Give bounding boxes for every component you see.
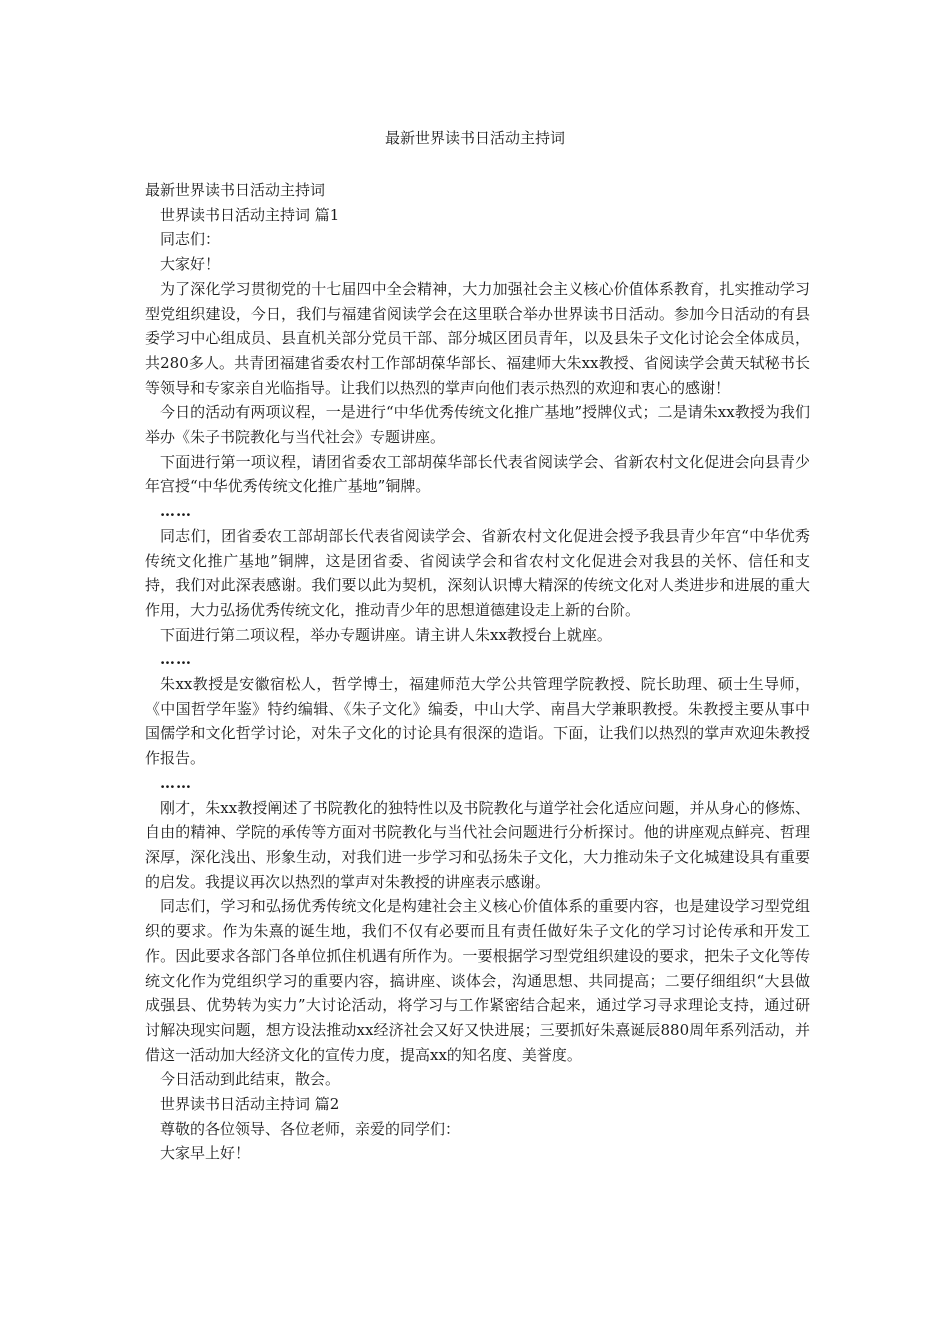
body-paragraph: 同志们，团省委农工部胡部长代表省阅读学会、省新农村文化促进会授予我县青少年宫“中华优秀传统文化推广基地”铜牌，这是团省委、省阅读学会和省农村文化促进会对我县的关怀、信任和支持，我们对此深表感谢。我们要以此为契机，深刻认识博大精深的传统文化对人类进步和进展的重大作用，大力弘扬优秀传统文化，推动青少年的思想道德建设走上新的台阶。 <box>145 526 810 619</box>
body-paragraph: 今日活动到此结束，散会。 <box>160 1070 341 1089</box>
ellipsis-paragraph: …… <box>160 650 192 669</box>
body-paragraph: 最新世界读书日活动主持词 <box>145 181 326 199</box>
document-body <box>145 178 810 1166</box>
body-paragraph: 下面进行第二项议程，举办专题讲座。请主讲人朱xx教授台上就座。 <box>160 625 612 644</box>
body-paragraph: 刚才，朱xx教授阐述了书院教化的独特性以及书院教化与道学社会化适应问题，并从身心的修炼、自由的精神、学院的承传等方面对书院教化与当代社会问题进行分析探讨。他的讲座观点鲜亮、哲理深厚，深化浅出、形象生动，对我们进一步学习和弘扬朱子文化，大力推动朱子文化城建设具有重要的启发。我提议再次以热烈的掌声对朱教授的讲座表示感谢。 <box>145 798 810 891</box>
body-paragraph: 大家早上好！ <box>160 1144 251 1163</box>
body-paragraph: 为了深化学习贯彻党的十七届四中全会精神，大力加强社会主义核心价值体系教育，扎实推动学习型党组织建设，今日，我们与福建省阅读学会在这里联合举办世界读书日活动。参加今日活动的有县委学习中心组成员、县直机关部分党员干部、部分城区团员青年，以及县朱子文化讨论会全体成员，共280多人。共青团福建省委农村工作部胡葆华部长、福建师大朱xx教授、省阅读学会黄天轼秘书长等领导和专家亲自光临指导。让我们以热烈的掌声向他们表示热烈的欢迎和衷心的感谢！ <box>145 279 810 397</box>
body-paragraph: 下面进行第一项议程，请团省委农工部胡葆华部长代表省阅读学会、省新农村文化促进会向县青少年宫授“中华优秀传统文化推广基地”铜牌。 <box>145 452 810 496</box>
document-title: 最新世界读书日活动主持词 <box>384 129 565 147</box>
body-paragraph: 今日的活动有两项议程，一是进行“中华优秀传统文化推广基地”授牌仪式；二是请朱xx教授为我们举办《朱子书院教化与当代社会》专题讲座。 <box>145 403 810 447</box>
body-paragraph: 世界读书日活动主持词 篇1 <box>160 205 340 224</box>
body-paragraph: 朱xx教授是安徽宿松人，哲学博士，福建师范大学公共管理学院教授、院长助理、硕士生导师，《中国哲学年鉴》特约编辑、《朱子文化》编委，中山大学、南昌大学兼职教授。朱教授主要从事中国儒学和文化哲学讨论，对朱子文化的讨论具有很深的造诣。下面，让我们以热烈的掌声欢迎朱教授作报告。 <box>145 675 810 768</box>
body-paragraph: 同志们： <box>160 230 221 249</box>
body-paragraph: 世界读书日活动主持词 篇2 <box>160 1095 340 1114</box>
ellipsis-paragraph: …… <box>160 502 192 521</box>
ellipsis-paragraph: …… <box>160 773 192 792</box>
body-paragraph: 同志们，学习和弘扬优秀传统文化是构建社会主义核心价值体系的重要内容，也是建设学习型党组织的要求。作为朱熹的诞生地，我们不仅有必要而且有责任做好朱子文化的学习讨论传承和开发工作。因此要求各部门各单位抓住机遇有所作为。一要根据学习型党组织建设的要求，把朱子文化等传统文化作为党组织学习的重要内容，搞讲座、谈体会，沟通思想、共同提高；二要仔细组织“大县做成强县、优势转为实力”大讨论活动，将学习与工作紧密结合起来，通过学习寻求理论支持，通过研讨解决现实问题，想方设法推动xx经济社会又好又快进展；三要抓好朱熹诞辰880周年系列活动，并借这一活动加大经济文化的宣传力度，提高xx的知名度、美誉度。 <box>145 897 810 1064</box>
body-paragraph: 大家好！ <box>160 255 221 274</box>
body-paragraph: 尊敬的各位领导、各位老师，亲爱的同学们： <box>160 1119 461 1138</box>
